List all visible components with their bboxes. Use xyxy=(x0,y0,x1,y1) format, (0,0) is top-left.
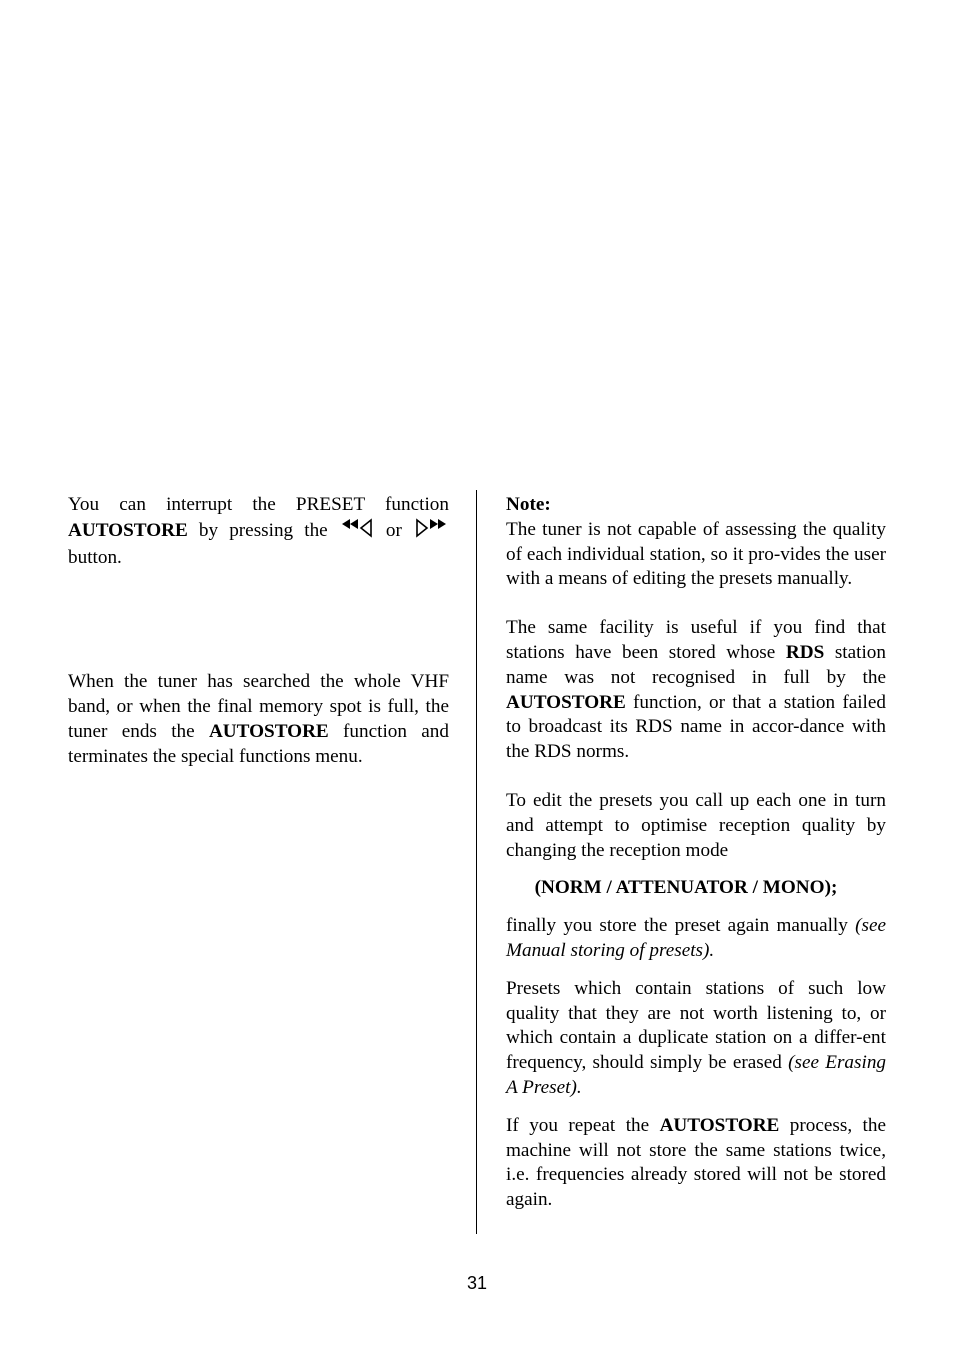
autostore-term: AUTOSTORE xyxy=(208,720,329,742)
erase-presets-paragraph: Presets which contain stations of such low quality that they are not worth listening to, or which contain a duplicate station on a differ-ent frequency, should simply be erased (see Erasing A Preset). xyxy=(506,977,887,1098)
page-number: 31 xyxy=(466,1273,488,1293)
autostore-term: AUTOSTORE xyxy=(68,519,188,541)
autostore-term: AUTOSTORE xyxy=(659,1114,780,1136)
note-heading: Note: xyxy=(506,494,551,515)
left-column xyxy=(68,493,449,770)
autostore-end-paragraph: When the tuner has searched the whole VHF band, or when the final memory spot is full, the tuner ends the AUTOSTORE function and terminates the special functions menu. xyxy=(68,671,449,767)
repeat-autostore-paragraph: If you repeat the AUTOSTORE process, the machine will not store the same stations twice, i.e. frequencies already stored will not be stored again. xyxy=(506,1114,886,1211)
note-paragraph: The tuner is not capable of assessing the quality of each individual station, so it pro-vides the user with a means of editing the presets manually. xyxy=(506,518,886,590)
fast-forward-search-right-icon xyxy=(415,518,447,546)
reception-modes-line: (NORM / ATTENUATOR / MONO); xyxy=(534,877,838,899)
autostore-term: AUTOSTORE xyxy=(506,691,626,713)
erasing-preset-reference: (see Erasing A Preset). xyxy=(506,1052,887,1098)
rds-term: RDS xyxy=(785,641,825,663)
manual-storing-reference: (see Manual storing of presets). xyxy=(506,915,886,961)
rewind-search-left-icon xyxy=(341,518,373,546)
edit-presets-paragraph: To edit the presets you call up each one in turn and attempt to optimise reception quality by changing the reception mode xyxy=(506,789,886,861)
rds-facility-paragraph: The same facility is useful if you find that stations have been stored whose RDS station name was not recognised in full by the AUTOSTORE function, or that a station failed to broadcast its RDS name in accor-dance with the RDS norms. xyxy=(506,617,886,763)
interrupt-autostore-paragraph: You can interrupt the PRESET function AUTOSTORE by pressing the or button. xyxy=(68,494,449,568)
store-again-paragraph: finally you store the preset again manually (see Manual storing of presets). xyxy=(506,915,886,961)
right-column xyxy=(506,493,886,1213)
column-divider xyxy=(476,490,477,1234)
